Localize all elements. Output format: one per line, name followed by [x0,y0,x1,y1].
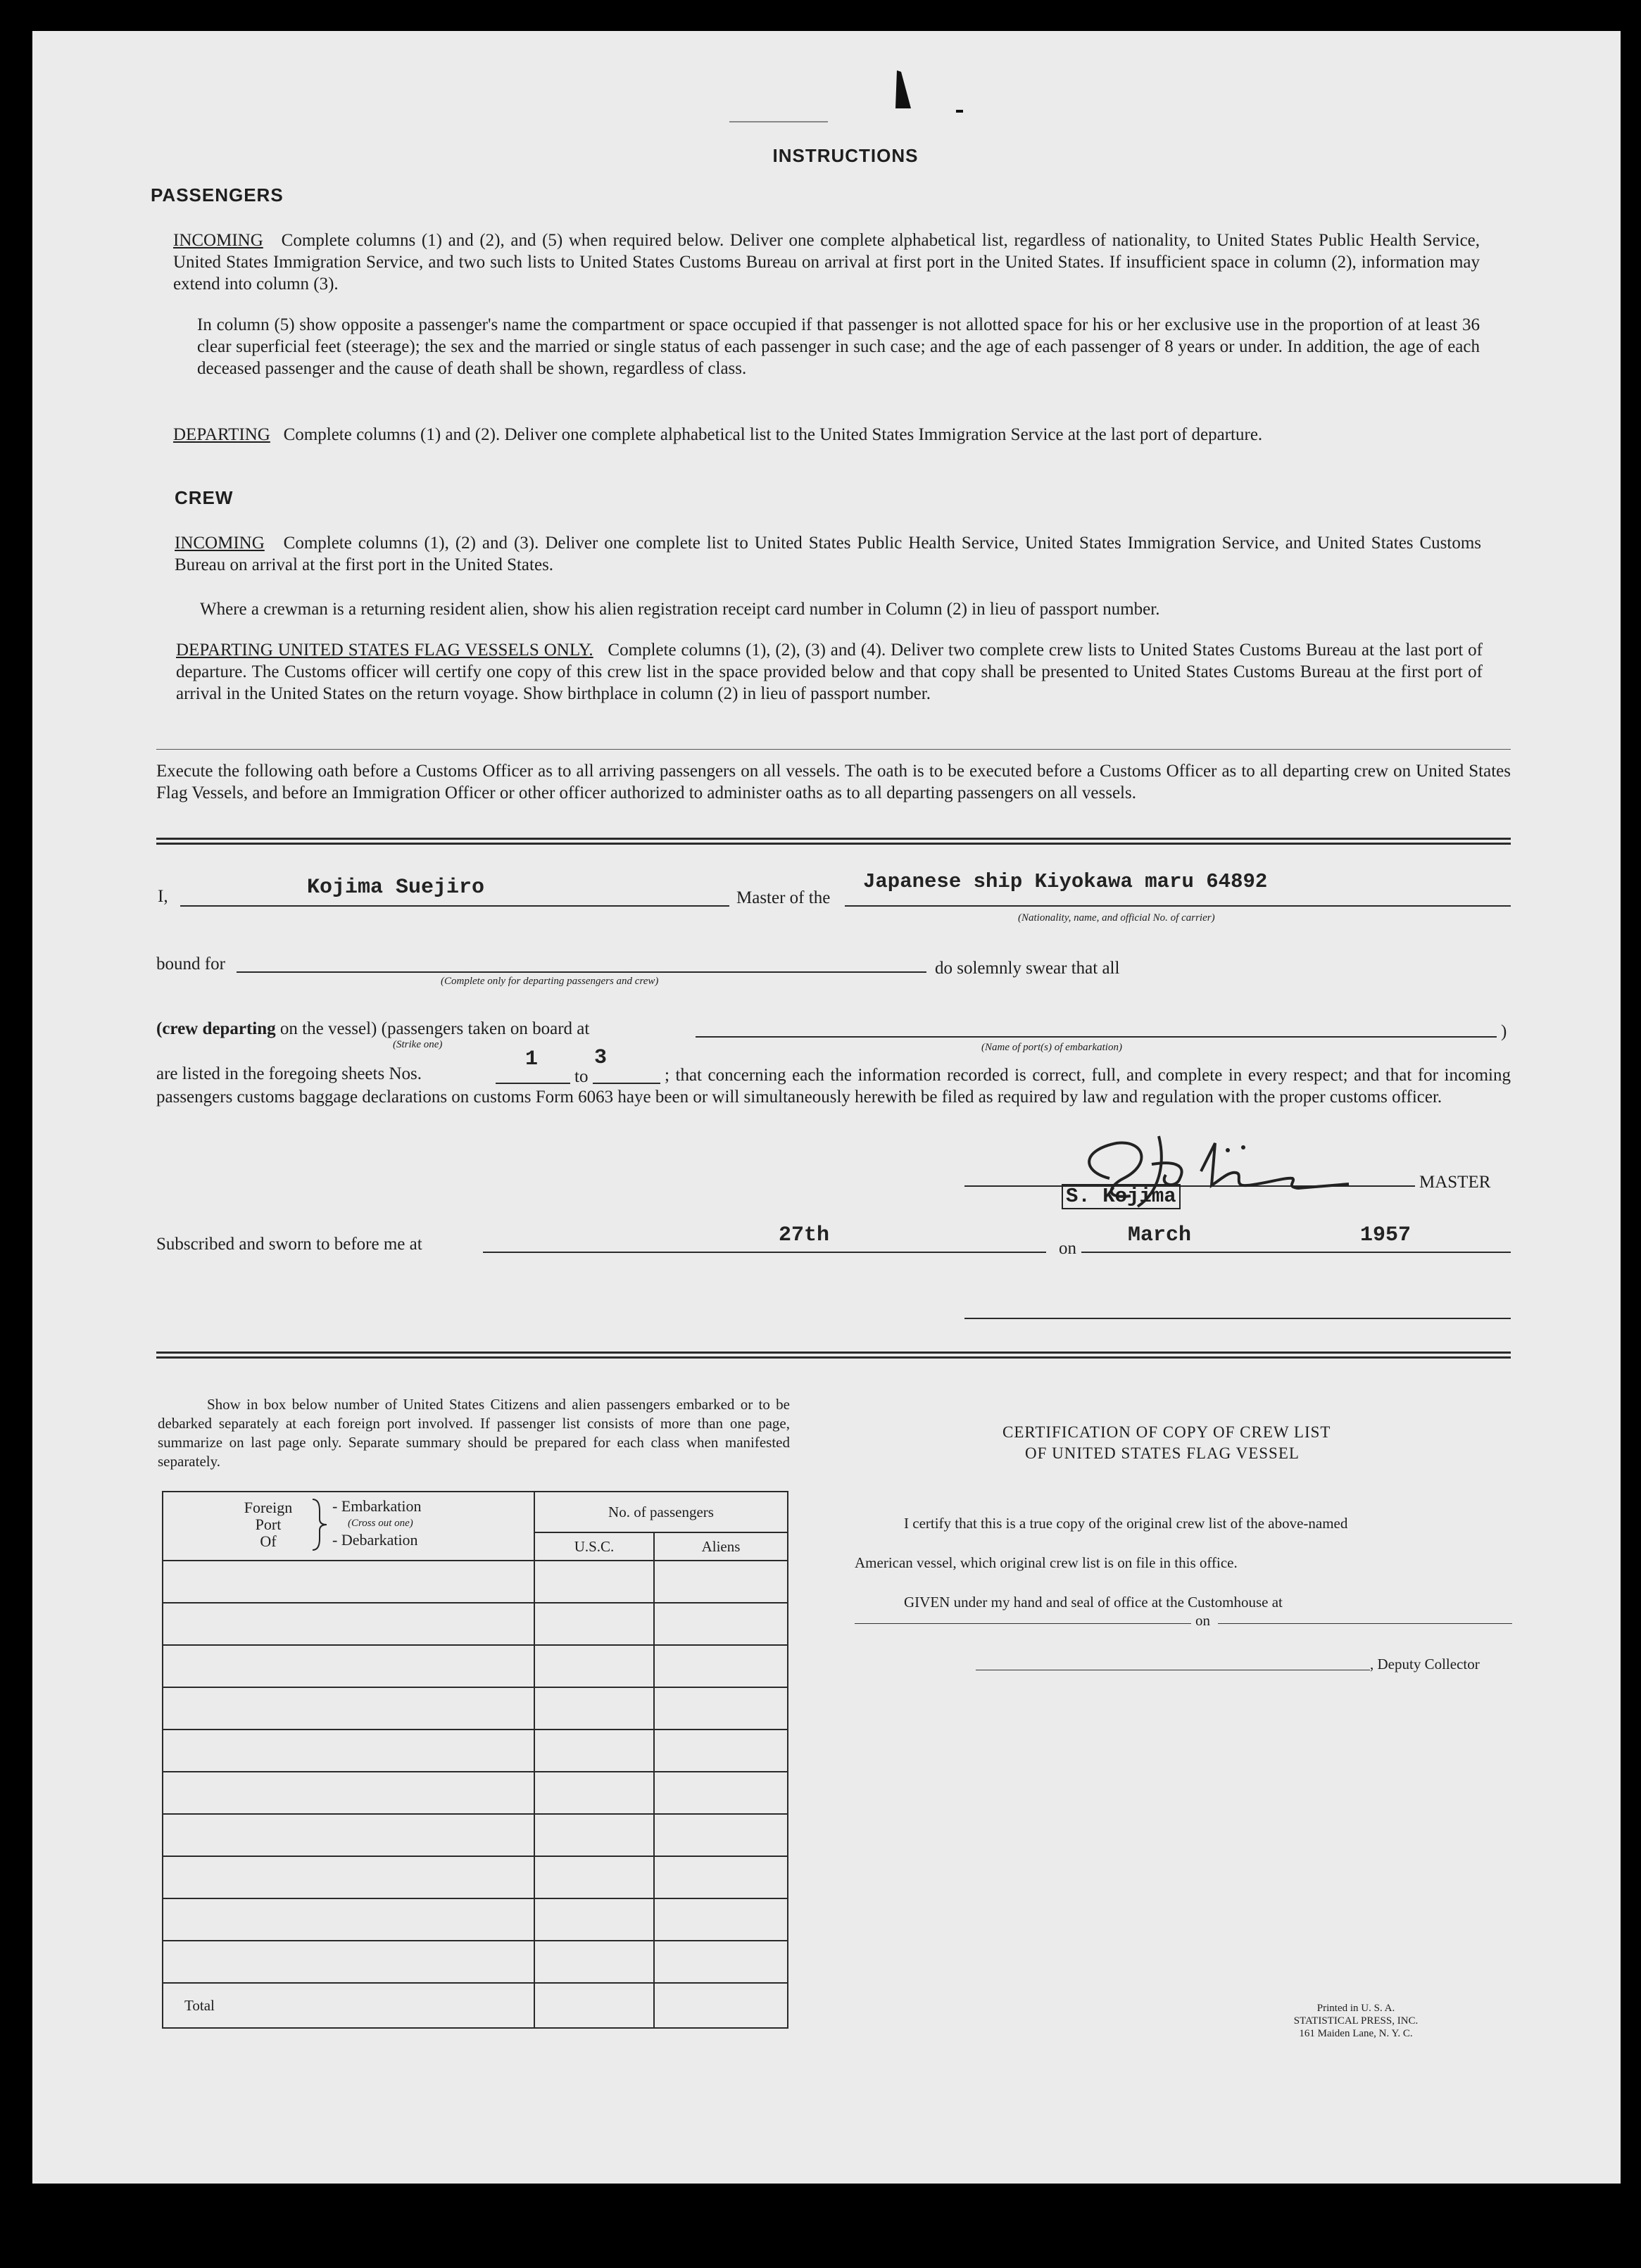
table-cell [534,1561,654,1603]
table-row [163,1561,788,1603]
table-row [163,1814,788,1856]
embarkation-label: - Embarkation [332,1497,422,1515]
table-cell [163,1898,534,1941]
table-cell [163,1603,534,1645]
total-aliens-cell [654,1983,788,2028]
scan-mark [893,68,914,110]
table-row [163,1772,788,1814]
table-row [163,1603,788,1645]
scan-mark [956,110,963,113]
swear-text: do solemnly swear that all [935,959,1120,978]
cert-on-label: on [1195,1612,1210,1629]
listed-label: are listed in the foregoing sheets Nos. [156,1064,422,1083]
table-cell [534,1687,654,1730]
table-cell [654,1772,788,1814]
table-row [163,1687,788,1730]
crew-departing-text: Complete columns (1), (2), (3) and (4). Deliver two complete crew lists to United States Customs Bureau at the last port of departure. The Customs officer will certify one copy of this crew list in the space provided below and that copy shall be presented to United States Customs Bureau at the first port of arrival in the United States on the return voyage. Show birthplace in column (2) in lieu of passport number. [176,641,1483,703]
crew-heading: CREW [175,487,234,508]
passengers-departing-paragraph [173,424,1480,446]
usc-header: U.S.C. [534,1532,654,1561]
total-usc-cell [534,1983,654,2028]
crew-departing-strike: (crew departing [156,1019,276,1038]
table-cell [654,1645,788,1687]
table-cell [163,1645,534,1687]
summary-port-header [163,1492,534,1561]
table-cell [534,1856,654,1898]
double-rule [156,1352,1511,1359]
table-cell [163,1814,534,1856]
given-text: GIVEN under my hand and seal of office at the Customhouse at [904,1594,1283,1611]
port-label: Port [255,1516,282,1533]
oath-intro: Execute the following oath before a Customs Officer as to all arriving passengers on all vessels. The oath is to be executed before a Customs Officer as to all departing crew on United States Flag Vessels, and before an Immigration Officer or other officer authorized to administer oaths as to all departing passengers on all vessels. [156,762,1511,802]
printer-line2: STATISTICAL PRESS, INC. [1293,2015,1419,2027]
certify-text-1: I certify that this is a true copy of the original crew list of the above-named [904,1515,1348,1532]
signature-typed: S. Kojima [1062,1184,1181,1209]
vessel-line [845,905,1511,907]
table-cell [654,1941,788,1983]
crew-incoming-text: Complete columns (1), (2) and (3). Deliver one complete list to United States Public Health Service, United States Immigration Service, and United States Customs Bureau on arrival at the first port in the United States. [175,534,1482,574]
bound-for-label: bound for [156,955,225,974]
concerning-body: ; that concerning each the information recorded is correct, full, and complete in every respect; and that for incoming passengers customs baggage declarations on customs Form 6063 haye been or will simultaneously herewith be filed as required by law and regulation with the proper customs officer. [156,1066,1511,1107]
vessel-caption: (Nationality, name, and official No. of carrier) [1018,912,1215,924]
officer-signature-line [964,1318,1511,1319]
ports-caption: (Name of port(s) of embarkation) [981,1042,1122,1053]
table-row [163,1898,788,1941]
certify-text-2: American vessel, which original crew list is on file in this office. [855,1554,1238,1571]
table-cell [163,1772,534,1814]
table-cell [654,1687,788,1730]
table-cell [534,1941,654,1983]
to-label: to [574,1067,589,1086]
section-divider [156,749,1511,750]
cert-date-line [1218,1623,1512,1624]
table-cell [654,1561,788,1603]
page-title: INSTRUCTIONS [772,145,919,166]
sworn-place-line [483,1252,1046,1253]
passengers-taken: (passengers taken on board at [381,1019,590,1038]
table-row [163,1856,788,1898]
passengers-incoming-label: INCOMING [173,231,263,250]
sworn-day: 27th [779,1223,830,1247]
document-page [32,31,1621,2184]
table-cell [534,1645,654,1687]
brace-icon [310,1497,331,1553]
crew-departing-option [156,1018,589,1040]
table-cell [163,1561,534,1603]
deputy-label: , Deputy Collector [1370,1656,1480,1672]
sworn-year: 1957 [1360,1223,1411,1247]
master-of-label: Master of the [736,888,831,907]
table-row [163,1941,788,1983]
table-cell [654,1898,788,1941]
sheet-to: 3 [594,1046,608,1070]
passengers-column5-paragraph: In column (5) show opposite a passenger's name the compartment or space occupied if that passenger is not allotted space for his or her exclusive use in the proportion of at least 36 clear superficial feet (steerage); the sex and the married or single status of each passenger in such case; and the age of each passenger of 8 years or under. In addition, the age of each deceased passenger and the cause of death shall be shown, regardless of class. [197,315,1480,378]
table-cell [534,1603,654,1645]
table-row [163,1730,788,1772]
passengers-departing-label: DEPARTING [173,425,270,444]
table-cell [163,1941,534,1983]
printer-info [1243,2002,1469,2040]
no-of-passengers-header: No. of passengers [534,1492,788,1532]
vessel-name: Japanese ship Kiyokawa maru 64892 [863,870,1268,893]
oath-i-label: I, [158,887,168,906]
concerning-text [156,1064,1511,1108]
sheet-from: 1 [525,1047,539,1071]
passengers-incoming-paragraph [173,229,1480,295]
crew-incoming-paragraph [175,532,1481,576]
master-name-line [180,905,729,907]
bound-for-line [237,971,926,973]
certification-title [898,1422,1504,1464]
sworn-month: March [1128,1223,1192,1247]
passengers-heading: PASSENGERS [151,184,284,206]
foreign-label: Foreign [244,1499,293,1516]
passenger-summary-table [162,1491,788,2029]
crew-departing-paragraph [176,639,1483,705]
table-cell [534,1898,654,1941]
aliens-header: Aliens [654,1532,788,1561]
crew-departing-label: DEPARTING UNITED STATES FLAG VESSELS ONLY. [176,641,593,660]
sworn-on-label: on [1059,1239,1076,1258]
printer-line3: 161 Maiden Lane, N. Y. C. [1299,2028,1413,2039]
table-cell [534,1730,654,1772]
table-cell [654,1730,788,1772]
table-cell [534,1814,654,1856]
passengers-departing-text: Complete columns (1) and (2). Deliver one complete alphabetical list to the United States Immigration Service at the last port of departure. [283,425,1263,444]
of-label: Of [260,1532,277,1550]
ports-close-paren: ) [1501,1022,1507,1041]
table-cell [654,1603,788,1645]
table-cell [163,1856,534,1898]
printer-line1: Printed in U. S. A. [1316,2003,1395,2014]
debarkation-label: - Debarkation [332,1531,418,1549]
table-cell [534,1772,654,1814]
certification-title-line2: OF UNITED STATES FLAG VESSEL [1025,1444,1300,1462]
table-cell [654,1856,788,1898]
passengers-incoming-text: Complete columns (1) and (2), and (5) when required below. Deliver one complete alphabetical list, regardless of nationality, to United States Public Health Service, United States Immigration Service, and two such lists to United States Customs Bureau on arrival at first port in the United States. If insufficient space in column (2), information may extend into column (3). [173,231,1480,294]
customhouse-line [855,1623,1191,1624]
crew-resident-paragraph: Where a crewman is a returning resident alien, show his alien registration receipt card number in Column (2) in lieu of passport number. [200,600,1160,619]
table-cell [654,1814,788,1856]
subscribed-label: Subscribed and sworn to before me at [156,1235,422,1254]
certification-title-line1: CERTIFICATION OF COPY OF CREW LIST [1002,1423,1331,1441]
table-row [163,1645,788,1687]
on-vessel: on the vessel) [279,1019,377,1038]
ports-line [696,1036,1497,1038]
double-rule [156,838,1511,845]
sworn-date-line [1081,1252,1511,1253]
strike-caption: (Strike one) [393,1039,443,1050]
scan-mark [729,121,828,122]
crew-incoming-label: INCOMING [175,534,265,553]
summary-instructions: Show in box below number of United States Citizens and alien passengers embarked or to be debarked separately at each foreign port involved. If passenger list consists of more than one page, summarize on last page only. Separate summary should be prepared for each class when manifested separately. [158,1396,790,1470]
total-label: Total [163,1983,534,2028]
master-label: MASTER [1419,1173,1491,1192]
table-cell [163,1730,534,1772]
table-cell [163,1687,534,1730]
master-name: Kojima Suejiro [307,876,485,900]
cross-out-caption: (Cross out one) [348,1518,413,1529]
bound-for-caption: (Complete only for departing passengers and crew) [441,976,659,987]
